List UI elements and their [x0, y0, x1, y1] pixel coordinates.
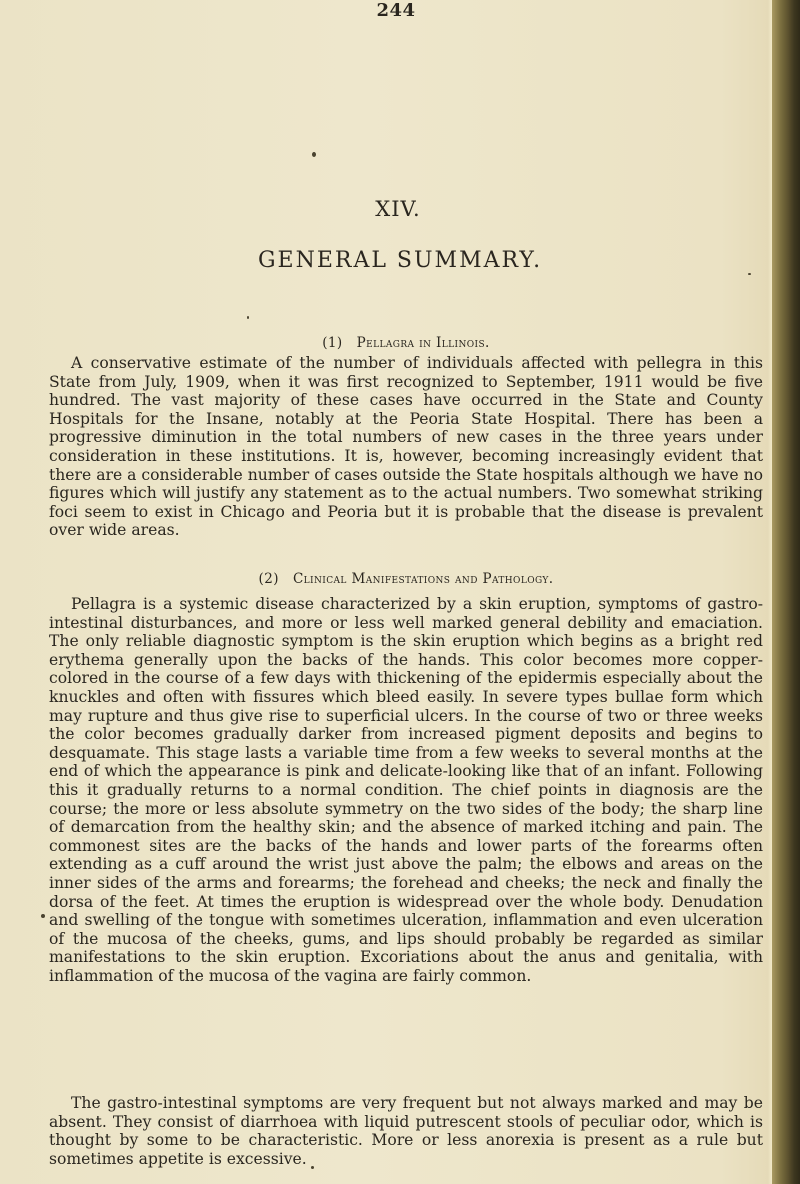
chapter-number: XIV. [375, 197, 421, 221]
print-speck [312, 152, 316, 157]
section-heading-pellagra-in-illinois [48, 335, 764, 351]
section-title: Clinical Manifestations and Pathology. [292, 571, 554, 587]
section-title: Pellagra in Illinois. [356, 335, 490, 351]
page-number: 244 [376, 0, 416, 21]
section-numeral: (1) [322, 335, 343, 351]
print-speck [311, 1166, 314, 1169]
print-speck [41, 914, 45, 918]
paragraph-pellagra-estimate: A conservative estimate of the number of individuals affected with pellegra in this State from July, 1909, when it was first recognized to September, 1911 would be five hundred. The vast majority of these cases have occurred in the State and County Hospitals for the Insane, notably at the Peoria State Hospital. There has been a progressive diminution in the total numbers of new cases in the three years under consideration in these institutions. It is, however, becoming increasingly evident that there are a considerable number of cases outside the State hospitals although we have no figures which will justify any statement as to the actual numbers. Two somewhat striking foci seem to exist in Chicago and Peoria but it is probable that the disease is prevalent over wide areas. [49, 354, 763, 540]
paragraph-clinical-description: Pellagra is a systemic disease characterized by a skin eruption, symptoms of gastro-intestinal disturbances, and more or less well marked general debility and emaciation. The only reliable diagnostic symptom is the skin eruption which begins as a bright red erythema generally upon the backs of the hands. This color becomes more copper-colored in the course of a few days with thickening of the epidermis especially about the knuckles and often with fissures which bleed easily. In severe types bullae form which may rupture and thus give rise to superficial ulcers. In the course of two or three weeks the color becomes gradually darker from increased pigment deposits and begins to desquamate. This stage lasts a variable time from a few weeks to several months at the end of which the appearance is pink and delicate-looking like that of an infant. Following this it gradually returns to a normal condition. The chief points in diagnosis are the course; the more or less absolute symmetry on the two sides of the body; the sharp line of demarcation from the healthy skin; and the absence of marked itching and pain. The commonest sites are the backs of the hands and lower parts of the forearms often extending as a cuff around the wrist just above the palm; the elbows and areas on the inner sides of the arms and forearms; the forehead and cheeks; the neck and finally the dorsa of the feet. At times the eruption is widespread over the whole body. Denudation and swelling of the tongue with sometimes ulceration, inflammation and even ulceration of the mucosa of the cheeks, gums, and lips should probably be regarded as similar manifestations to the skin eruption. Excoriations about the anus and genitalia, with inflammation of the mucosa of the vagina are fairly common. [49, 595, 763, 985]
section-numeral: (2) [258, 571, 279, 587]
section-heading-clinical-manifestations [48, 571, 764, 587]
print-speck [247, 316, 249, 319]
chapter-title: GENERAL SUMMARY. [257, 248, 543, 273]
page-binding-edge [772, 0, 800, 1184]
paragraph-gastro-intestinal: The gastro-intestinal symptoms are very frequent but not always marked and may be absent. They consist of diarrhoea with liquid putrescent stools of peculiar odor, which is thought by some to be characteristic. More or less anorexia is present as a rule but sometimes appetite is excessive. [49, 1094, 763, 1168]
print-speck [748, 273, 751, 275]
